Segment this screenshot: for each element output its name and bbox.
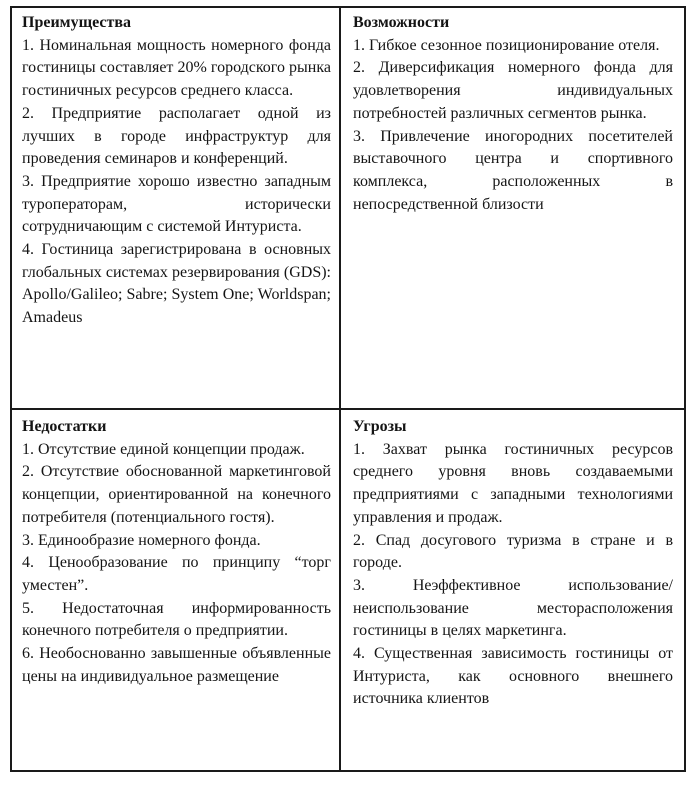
threats-cell — [342, 412, 684, 770]
opportunities-item: 3. Привлечение иногородних посетителей выставочного центра и спортивного комплекса, расположенных в непосредственной близости — [353, 127, 673, 213]
opportunities-title: Возможности — [353, 14, 450, 31]
weaknesses-item: 6. Необоснованно завышенные объявленные цены на индивидуальное размещение — [22, 645, 331, 685]
threats-item: 2. Спад досугового туризма в стране и в городе. — [353, 531, 673, 572]
weaknesses-title: Недостатки — [22, 418, 107, 435]
opportunities-item: 2. Диверсификация номерного фонда для удовлетворения индивидуальных потребностей различных сегментов рынка. — [353, 59, 673, 122]
threats-item: 1. Захват рынка гостиничных ресурсов среднего уровня вновь создаваемыми предприятиями с западными технологиями управления и продаж. — [353, 440, 673, 526]
weaknesses-item: 1. Отсутствие единой концепции продаж. — [22, 440, 305, 458]
threats-item: 3. Неэффективное использование/неиспользование месторасположения гостиницы в целях маркетинга. — [353, 576, 673, 640]
strengths-item: 3. Предприятие хорошо известно западным туроператорам, исторически сотрудничающим с системой Интуриста. — [22, 172, 331, 236]
strengths-item: 1. Номинальная мощность номерного фонда гостиницы составляет 20% городского рынка гостиничных ресурсов среднего класса. — [22, 36, 331, 100]
weaknesses-cell — [12, 412, 340, 770]
weaknesses-item: 2. Отсутствие обоснованной маркетинговой концепции, ориентированной на конечного потребителя (потенциального гостя). — [22, 463, 331, 526]
strengths-item: 2. Предприятие располагает одной из лучших в городе инфраструктур для проведения семинаров и конференций. — [22, 104, 331, 168]
weaknesses-item: 5. Недостаточная информированность конечного потребителя о предприятии. — [22, 599, 331, 640]
swot-table — [10, 6, 686, 772]
threats-item: 4. Существенная зависимость гостиницы от Интуриста, как основного внешнего источника клиентов — [353, 645, 673, 708]
opportunities-cell — [342, 8, 684, 409]
threats-title: Угрозы — [353, 418, 407, 435]
strengths-title: Преимущества — [22, 14, 131, 31]
strengths-item: 4. Гостиница зарегистрирована в основных глобальных системах резервирования (GDS): Apollo/Galileo; Sabre; System One; Worldspan; Amadeus — [22, 241, 331, 327]
strengths-cell — [12, 8, 340, 409]
weaknesses-item: 4. Ценообразование по принципу “торг уместен”. — [22, 554, 331, 594]
opportunities-item: 1. Гибкое сезонное позиционирование отеля. — [353, 36, 660, 54]
weaknesses-item: 3. Единообразие номерного фонда. — [22, 531, 261, 549]
